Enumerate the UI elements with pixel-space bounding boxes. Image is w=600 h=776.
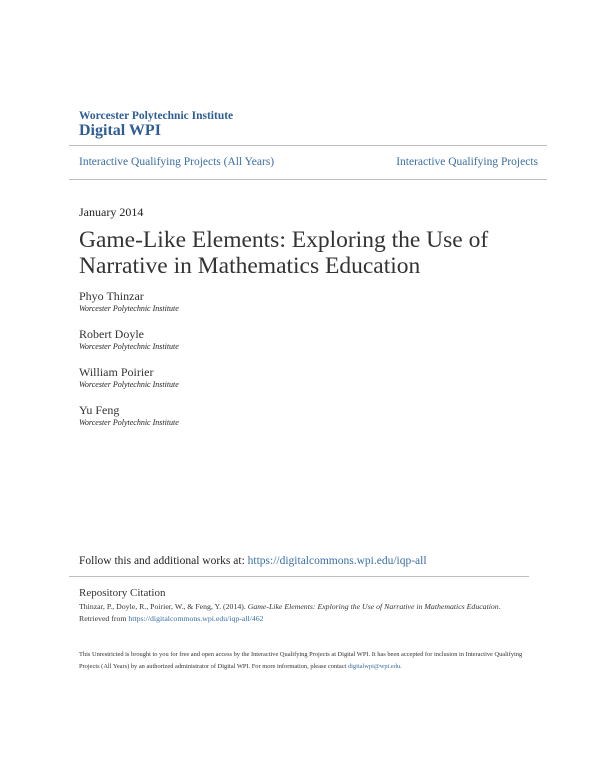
divider-citation [69,576,529,577]
disclaimer-end: . [400,663,402,670]
author-entry [79,327,179,353]
author-entry [79,365,179,391]
author-name: Phyo Thinzar [79,289,144,303]
citation-end: . [498,602,501,611]
contact-email-link[interactable]: digitalwpi@wpi.edu [347,663,401,670]
repository-name[interactable]: Digital WPI [79,122,161,139]
nav-link-iqp[interactable]: Interactive Qualifying Projects [396,156,538,168]
citation-title: Game-Like Elements: Exploring the Use of Narrative in Mathematics Education [247,602,499,611]
citation-link[interactable]: https://digitalcommons.wpi.edu/iqp-all/462 [128,614,264,623]
author-affiliation: Worcester Polytechnic Institute [79,380,179,389]
divider-nav [69,179,547,180]
institution-name: Worcester Polytechnic Institute [79,110,234,122]
disclaimer [79,649,529,673]
author-name: Yu Feng [79,403,120,417]
retrieved-label: Retrieved from [79,614,129,623]
author-name: Robert Doyle [79,327,144,341]
author-name: William Poirier [79,365,154,379]
author-affiliation: Worcester Polytechnic Institute [79,304,179,313]
author-entry [79,403,179,429]
citation-heading: Repository Citation [79,587,166,599]
follow-line [79,555,427,567]
document-title: Game-Like Elements: Exploring the Use of Narrative in Mathematics Education [79,227,489,279]
disclaimer-text: This Unrestricted is brought to you for free and open access by the Interactive Qualifying Projects at Digital WPI. It has been accepted for inclusion in Interactive Qualifying Projects (All Years) by an authorized administrator of Digital WPI. For more information, please contact [79,651,523,670]
author-affiliation: Worcester Polytechnic Institute [79,418,179,427]
author-entry [79,289,179,315]
follow-link[interactable]: https://digitalcommons.wpi.edu/iqp-all [247,555,427,567]
citation-authors: Thinzar, P., Doyle, R., Poirier, W., & Feng, Y. (2014). [79,602,248,611]
divider-top [69,145,547,146]
author-affiliation: Worcester Polytechnic Institute [79,342,179,351]
citation-body [79,601,539,625]
follow-text: Follow this and additional works at: [79,555,248,567]
nav-link-all-years[interactable]: Interactive Qualifying Projects (All Years) [79,156,275,168]
publication-date: January 2014 [79,205,144,219]
